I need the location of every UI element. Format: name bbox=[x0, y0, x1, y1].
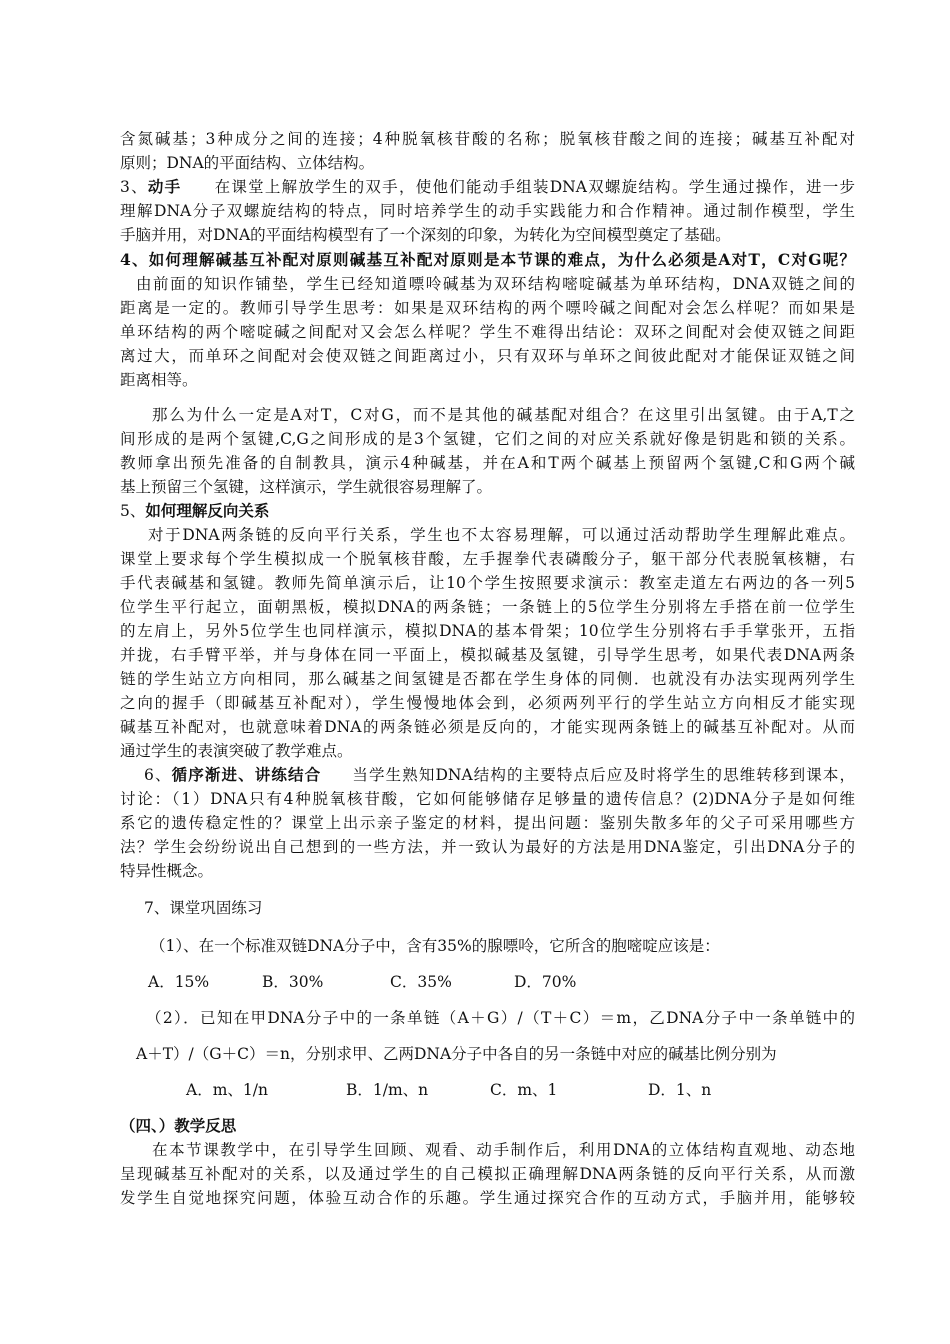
question-stem: A＋T）/（G＋C）＝n，分别求甲、乙两DNA分子中各自的另一条链中对应的碱基比例分别为 bbox=[136, 1045, 777, 1063]
section-number: 5、 bbox=[120, 502, 146, 520]
section-number: 3、 bbox=[120, 178, 148, 196]
text-span: 当学生熟知DNA结构的主要特点后应及时将学生的思维转移到课本， bbox=[351, 766, 855, 784]
question-stem: （2）．已知在甲DNA分子中的一条单链（A＋G）/（T＋C）＝m，乙DNA分子中一条单链中的 bbox=[146, 1009, 855, 1027]
text-line: 基上预留三个氢键，这样演示，学生就很容易理解了。 bbox=[120, 478, 493, 496]
section-5-heading bbox=[120, 501, 855, 521]
text-line: 并拢，右手臂平举，并与身体在同一平面上，模拟碱基及氢键，引导学生思考，如果代表DNA两条 bbox=[120, 646, 855, 664]
text-line: 通过学生的表演突破了教学难点。 bbox=[120, 742, 353, 760]
section-heading: 如何理解反向关系 bbox=[145, 501, 270, 520]
text-line: 间形成的是两个氢键,C,G之间形成的是3个氢键，它们之间的对应关系就好像是钥匙和锁的关系。 bbox=[120, 430, 855, 448]
text-line: 之向的握手（即碱基互补配对），学生慢慢地体会到，必须两列平行的学生站立方向相反才能实现 bbox=[120, 694, 855, 712]
text-line: 教师拿出预先准备的自制教具，演示4种碱基，并在A和T两个碱基上预留两个氢键,C和G两个碱 bbox=[120, 454, 855, 472]
section-3-line bbox=[120, 177, 855, 197]
option-d: D．70% bbox=[514, 973, 577, 991]
option-c: C．35% bbox=[390, 973, 452, 991]
text-line: 法？学生会纷纷说出自己想到的一些方法，并一致认为最好的方法是用DNA鉴定，引出DNA分子的 bbox=[120, 838, 855, 856]
text-span: 在课堂上解放学生的双手，使他们能动手组装DNA双螺旋结构。学生通过操作，进一步 bbox=[213, 178, 855, 196]
option-b: B．30% bbox=[262, 973, 324, 991]
text-line: 讨论：（1）DNA只有4种脱氧核苷酸，它如何能够储存足够量的遗传信息？(2)DNA分子是如何维 bbox=[120, 790, 855, 808]
text-line: 位学生平行起立，面朝黑板，模拟DNA的两条链；一条链上的5位学生分别将左手搭在前一位学生 bbox=[120, 598, 855, 616]
section-number: 6、 bbox=[144, 766, 172, 784]
section-heading: 4、如何理解碱基互补配对原则碱基互补配对原则是本节课的难点，为什么必须是A对T，C对G呢？ bbox=[120, 250, 855, 269]
text-line: 含氮碱基；3种成分之间的连接；4种脱氧核苷酸的名称；脱氧核苷酸之间的连接；碱基互补配对 bbox=[120, 130, 855, 148]
text-line: 碱基互补配对，也就意味着DNA的两条链必须是反向的，才能实现两条链上的碱基互补配对。从而 bbox=[120, 718, 855, 736]
text-line: 发学生自觉地探究问题，体验互动合作的乐趣。学生通过探究合作的互动方式，手脑并用，能够较 bbox=[120, 1189, 855, 1207]
option-c: C．m、1 bbox=[490, 1081, 558, 1099]
section-6-line bbox=[144, 765, 855, 785]
text-line: 特异性概念。 bbox=[120, 862, 214, 880]
text-line: 距离相等。 bbox=[120, 371, 198, 389]
text-line: 对于DNA两条链的反向平行关系，学生也不太容易理解，可以通过活动帮助学生理解此难点。 bbox=[148, 526, 855, 544]
text-line: 在本节课教学中，在引导学生回顾、观看、动手制作后，利用DNA的立体结构直观地、动态地 bbox=[152, 1141, 855, 1159]
text-line: 理解DNA分子双螺旋结构的特点，同时培养学生的动手实践能力和合作精神。通过制作模型，学生 bbox=[120, 202, 855, 220]
text-line: 课堂上要求每个学生模拟成一个脱氧核苷酸，左手握拳代表磷酸分子，躯干部分代表脱氧核糖，右 bbox=[120, 550, 855, 568]
text-line: 那么为什么一定是A对T，C对G，而不是其他的碱基配对组合？在这里引出氢键。由于A,T之 bbox=[152, 406, 855, 424]
option-b: B．1/m、n bbox=[346, 1081, 429, 1099]
section-heading: 动手 bbox=[147, 177, 182, 196]
section-heading: 7、课堂巩固练习 bbox=[144, 899, 263, 917]
option-a: A．15% bbox=[148, 973, 210, 991]
text-line: 链的学生站立方向相同，那么碱基之间氢键是否都在学生身体的同侧．也就没有办法实现两列学生 bbox=[120, 670, 855, 688]
option-d: D．1、n bbox=[648, 1081, 712, 1099]
text-line: 原则；DNA的平面结构、立体结构。 bbox=[120, 154, 375, 172]
text-line: 系它的遗传稳定性的？课堂上出示亲子鉴定的材料，提出问题：鉴别失散多年的父子可采用哪些方 bbox=[120, 814, 855, 832]
text-line: 的左肩上，另外5位学生也同样演示，模拟DNA的基本骨架；10位学生分别将右手手掌张开，五指 bbox=[120, 622, 855, 640]
text-line: 呈现碱基互补配对的关系，以及通过学生的自己模拟正确理解DNA两条链的反向平行关系，从而激 bbox=[120, 1165, 855, 1183]
text-line: 离过大，而单环之间配对会使双链之间距离过小，只有双环与单环之间彼此配对才能保证双链之间 bbox=[120, 347, 855, 365]
text-line: 由前面的知识作铺垫，学生已经知道嘌呤碱基为双环结构嘧啶碱基为单环结构，DNA双链之间的 bbox=[136, 275, 855, 293]
option-a: A．m、1/n bbox=[186, 1081, 268, 1099]
question-stem: （1）、在一个标准双链DNA分子中，含有35%的腺嘌呤，它所含的胞嘧啶应该是： bbox=[150, 937, 720, 955]
section-heading: 循序渐进、讲练结合 bbox=[171, 765, 322, 784]
text-line: 距离是一定的。教师引导学生思考：如果是双环结构的两个嘌呤碱之间配对会怎么样呢？而如果是 bbox=[120, 299, 855, 317]
section-heading: （四、）教学反思 bbox=[120, 1116, 237, 1135]
text-line: 手脑并用，对DNA的平面结构模型有了一个深刻的印象，为转化为空间模型奠定了基础。 bbox=[120, 226, 731, 244]
text-line: 手代表碱基和氢键。教师先简单演示后，让10个学生按照要求演示：教室走道左右两边的各一列5 bbox=[120, 574, 855, 592]
text-line: 单环结构的两个嘧啶碱之间配对又会怎么样呢？学生不难得出结论：双环之间配对会使双链之间距 bbox=[120, 323, 855, 341]
